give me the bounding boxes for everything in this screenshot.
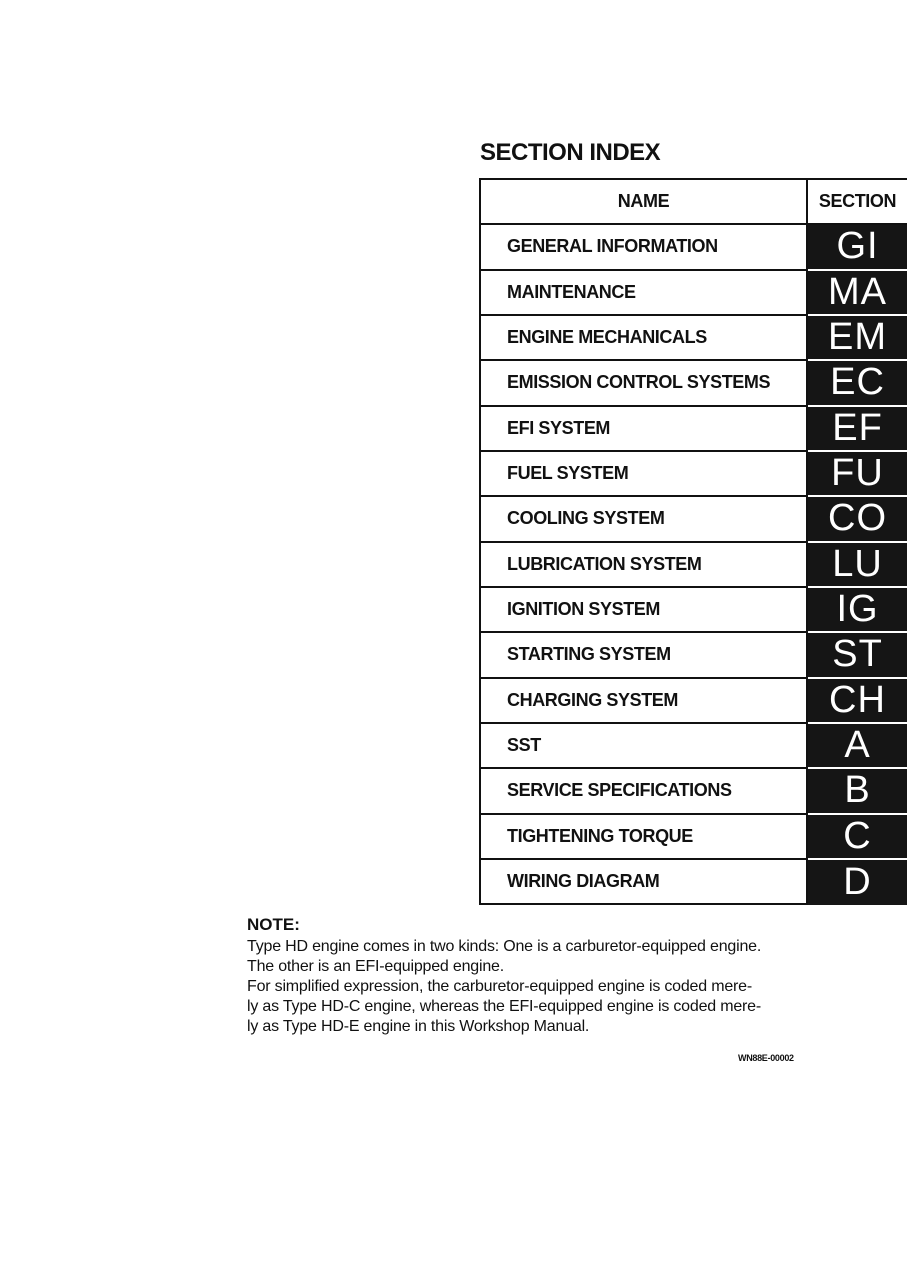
section-name: WIRING DIAGRAM <box>481 860 808 905</box>
section-name: SST <box>481 724 808 769</box>
section-name: STARTING SYSTEM <box>481 633 808 678</box>
note-line: For simplified expression, the carburetor-equipped engine is coded mere- <box>247 978 752 995</box>
section-name: CHARGING SYSTEM <box>481 679 808 724</box>
note-line: ly as Type HD-C engine, whereas the EFI-equipped engine is coded mere- <box>247 998 761 1015</box>
section-name: EFI SYSTEM <box>481 407 808 452</box>
table-row <box>481 815 907 860</box>
table-row <box>481 543 907 588</box>
section-name: GENERAL INFORMATION <box>481 225 808 270</box>
section-tab: C <box>808 815 907 860</box>
table-row <box>481 724 907 769</box>
note-line: The other is an EFI-equipped engine. <box>247 958 504 975</box>
section-name: LUBRICATION SYSTEM <box>481 543 808 588</box>
table-row <box>481 452 907 497</box>
section-tab: GI <box>808 225 907 270</box>
table-header-row <box>481 180 907 225</box>
section-tab: B <box>808 769 907 814</box>
section-name: MAINTENANCE <box>481 271 808 316</box>
table-row <box>481 407 907 452</box>
header-name: NAME <box>481 180 808 225</box>
table-row <box>481 679 907 724</box>
note-line: Type HD engine comes in two kinds: One is a carburetor-equipped engine. <box>247 938 762 955</box>
note-line: ly as Type HD-E engine in this Workshop Manual. <box>247 1018 590 1035</box>
section-name: COOLING SYSTEM <box>481 497 808 542</box>
section-tab: EF <box>808 407 907 452</box>
document-code: WN88E-00002 <box>738 1053 794 1063</box>
section-tab: FU <box>808 452 907 497</box>
section-tab: EC <box>808 361 907 406</box>
section-name: ENGINE MECHANICALS <box>481 316 808 361</box>
section-tab: D <box>808 860 907 905</box>
table-row <box>481 316 907 361</box>
section-tab: CH <box>808 679 907 724</box>
table-row <box>481 860 907 905</box>
section-tab: CO <box>808 497 907 542</box>
table-row <box>481 633 907 678</box>
section-name: EMISSION CONTROL SYSTEMS <box>481 361 808 406</box>
section-tab: LU <box>808 543 907 588</box>
section-name: FUEL SYSTEM <box>481 452 808 497</box>
section-name: IGNITION SYSTEM <box>481 588 808 633</box>
table-row <box>481 769 907 814</box>
table-row <box>481 361 907 406</box>
section-tab: EM <box>808 316 907 361</box>
header-section: SECTION <box>808 180 907 225</box>
section-name: SERVICE SPECIFICATIONS <box>481 769 808 814</box>
table-row <box>481 588 907 633</box>
section-tab: IG <box>808 588 907 633</box>
section-tab: ST <box>808 633 907 678</box>
note-block <box>247 915 817 1037</box>
section-name: TIGHTENING TORQUE <box>481 815 808 860</box>
section-index-table <box>479 178 907 905</box>
table-row <box>481 271 907 316</box>
note-heading: NOTE: <box>247 915 300 934</box>
section-tab: A <box>808 724 907 769</box>
table-row <box>481 225 907 270</box>
table-row <box>481 497 907 542</box>
page-title: SECTION INDEX <box>480 139 661 166</box>
section-tab: MA <box>808 271 907 316</box>
